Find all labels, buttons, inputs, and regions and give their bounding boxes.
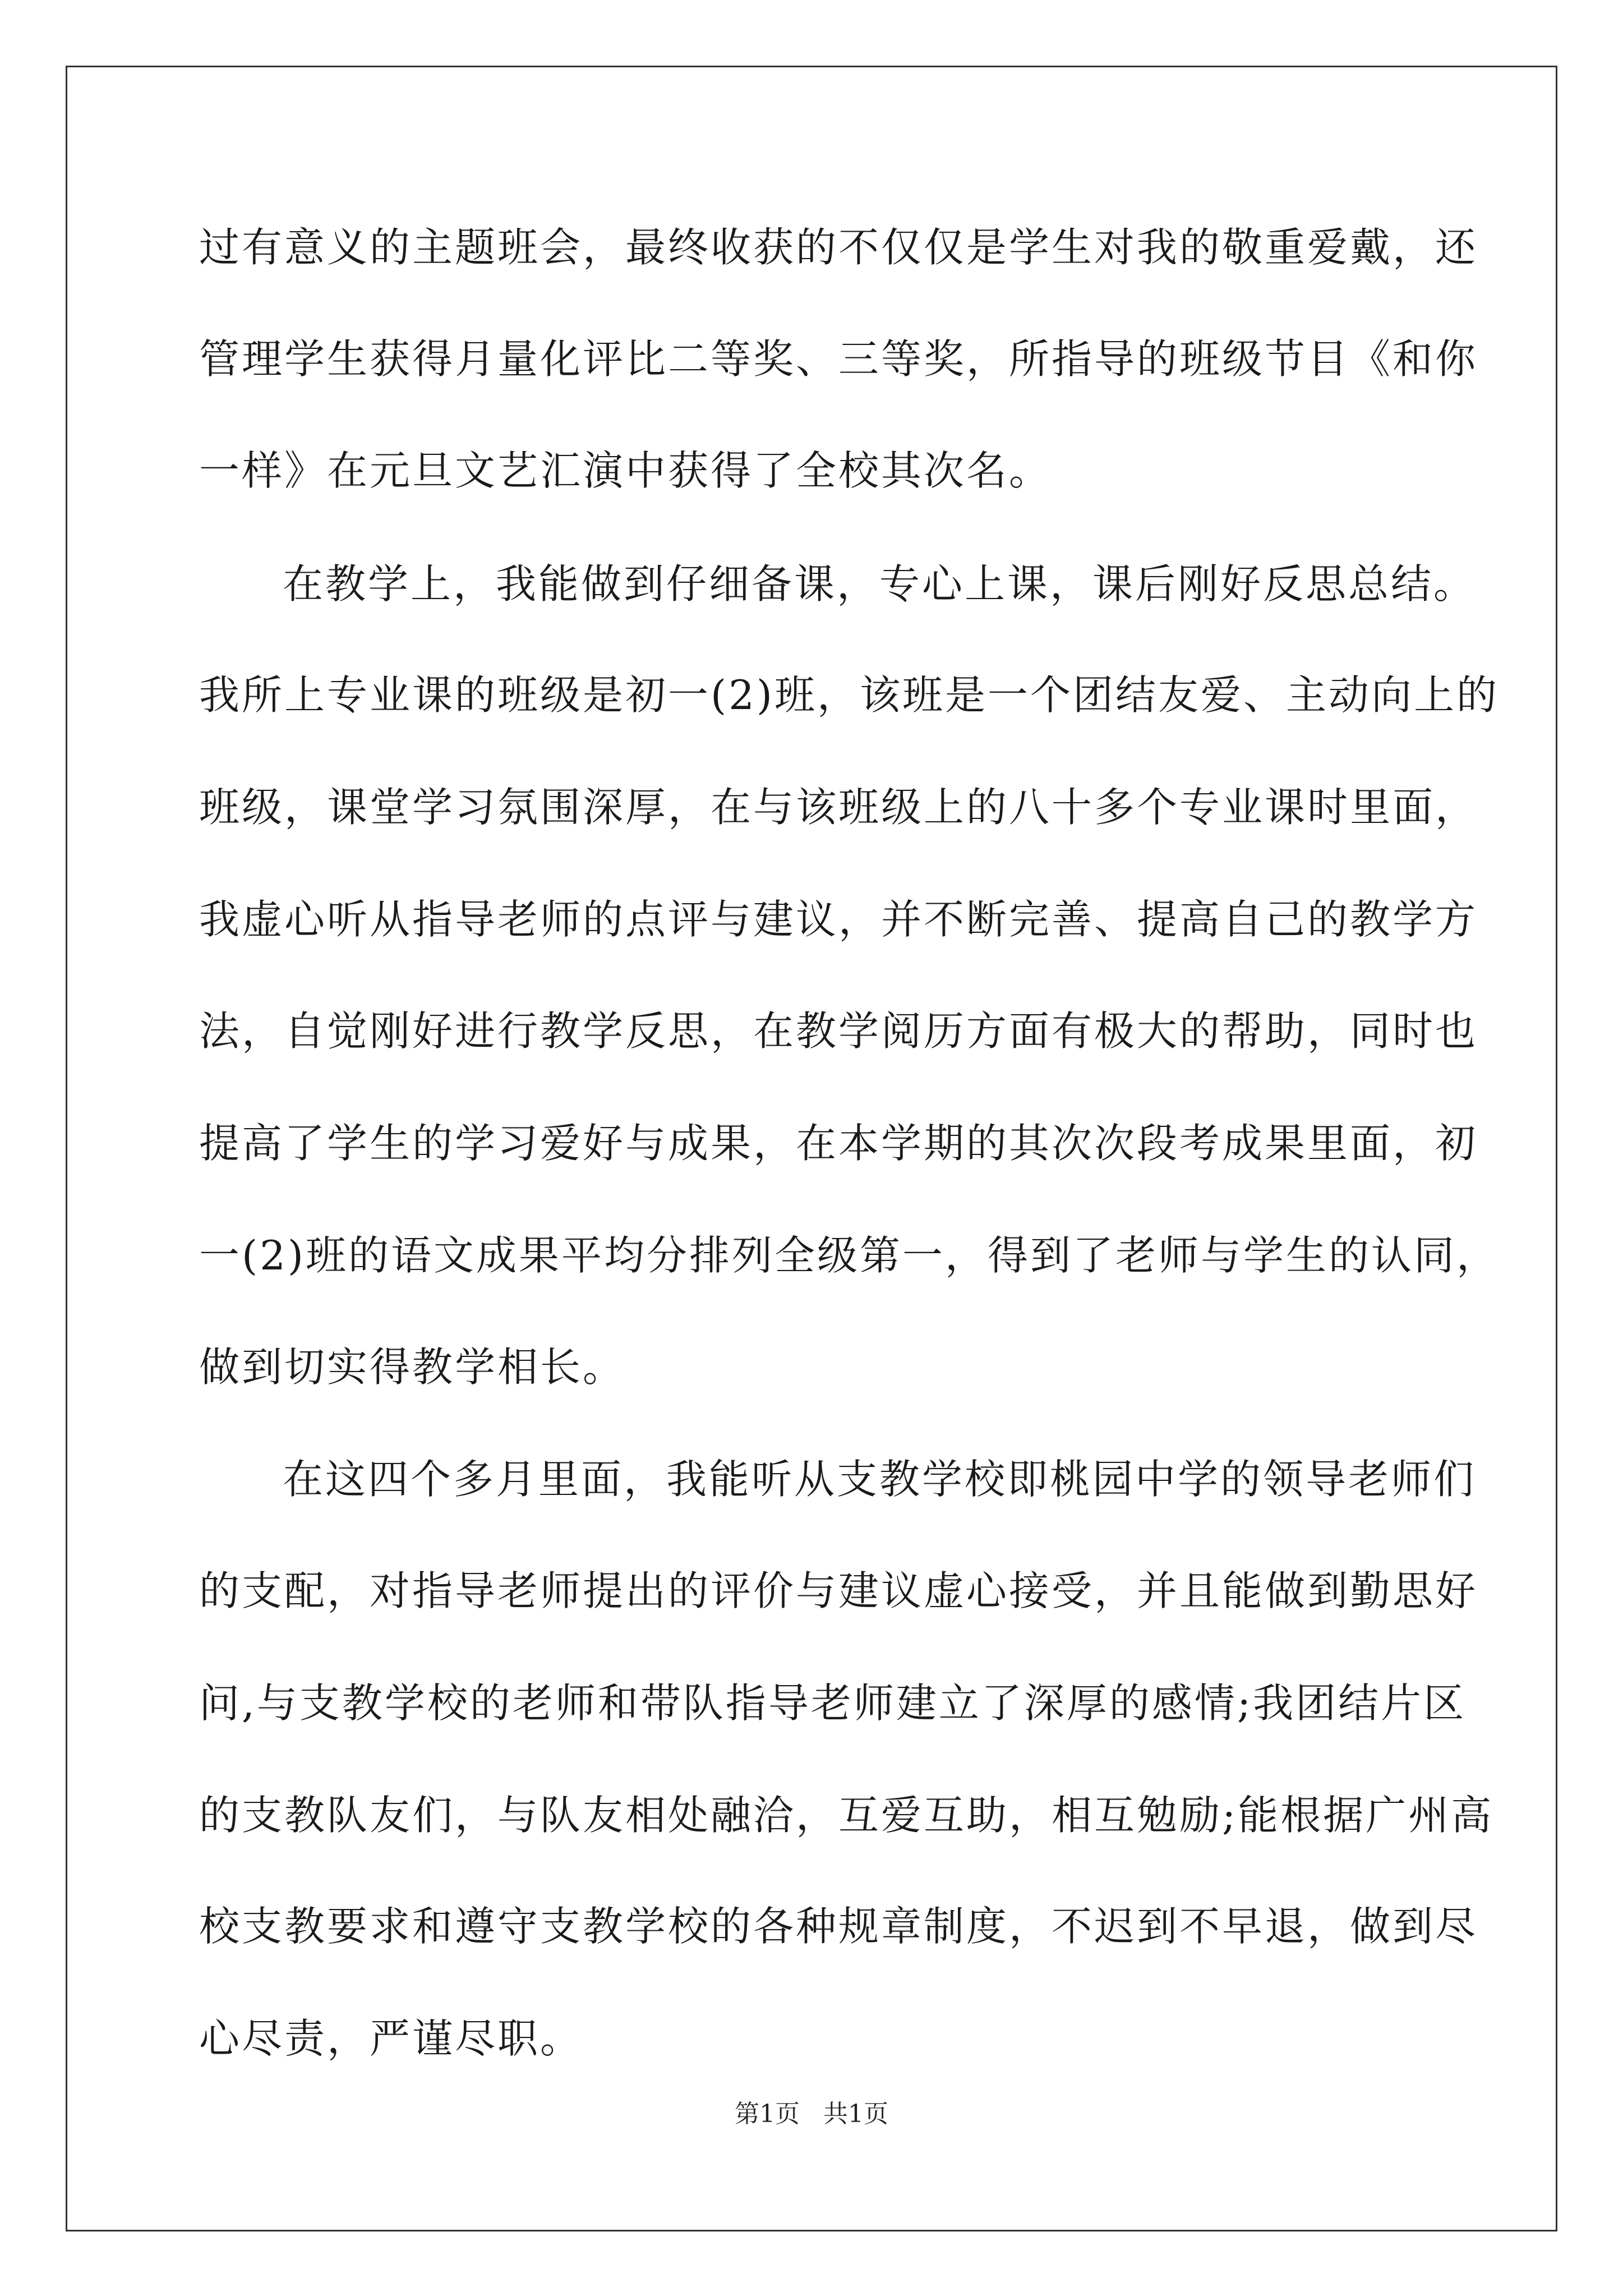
text-line: 法，自觉刚好进行教学反思，在教学阅历方面有极大的帮助，同时也	[199, 1007, 1478, 1055]
page-number: 第1页 共1页	[735, 2100, 888, 2128]
text-line: 我所上专业课的班级是初一(2)班，该班是一个团结友爱、主动向上的	[199, 671, 1499, 719]
text-line: 一(2)班的语文成果平均分排列全级第一，得到了老师与学生的认同，	[199, 1232, 1499, 1279]
text-line: 的支教队友们，与队友相处融洽，互爱互助，相互勉励;能根据广州高	[199, 1792, 1494, 1839]
text-line: 管理学生获得月量化评比二等奖、三等奖，所指导的班级节目《和你	[199, 335, 1478, 383]
text-line: 班级，课堂学习氛围深厚，在与该班级上的八十多个专业课时里面，	[199, 784, 1478, 831]
paragraph-first-line: 在教学上，我能做到仔细备课，专心上课，课后刚好反思总结。	[283, 560, 1477, 608]
text-line: 我虚心听从指导老师的点评与建议，并不断完善、提高自己的教学方	[199, 896, 1478, 943]
text-line: 提高了学生的学习爱好与成果，在本学期的其次次段考成果里面，初	[199, 1120, 1478, 1167]
paragraph-first-line: 在这四个多月里面，我能听从支教学校即桃园中学的领导老师们	[283, 1456, 1477, 1503]
text-line: 做到切实得教学相长。	[199, 1343, 626, 1391]
text-line: 心尽责，严谨尽职。	[199, 2015, 583, 2062]
text-line: 校支教要求和遵守支教学校的各种规章制度，不迟到不早退，做到尽	[199, 1903, 1478, 1950]
text-line: 问,与支教学校的老师和带队指导老师建立了深厚的感情;我团结片区	[199, 1680, 1467, 1727]
text-line: 过有意义的主题班会，最终收获的不仅仅是学生对我的敬重爱戴，还	[199, 224, 1478, 271]
text-line: 一样》在元旦文艺汇演中获得了全校其次名。	[199, 447, 1052, 494]
text-line: 的支配，对指导老师提出的评价与建议虚心接受，并且能做到勤思好	[199, 1567, 1478, 1614]
